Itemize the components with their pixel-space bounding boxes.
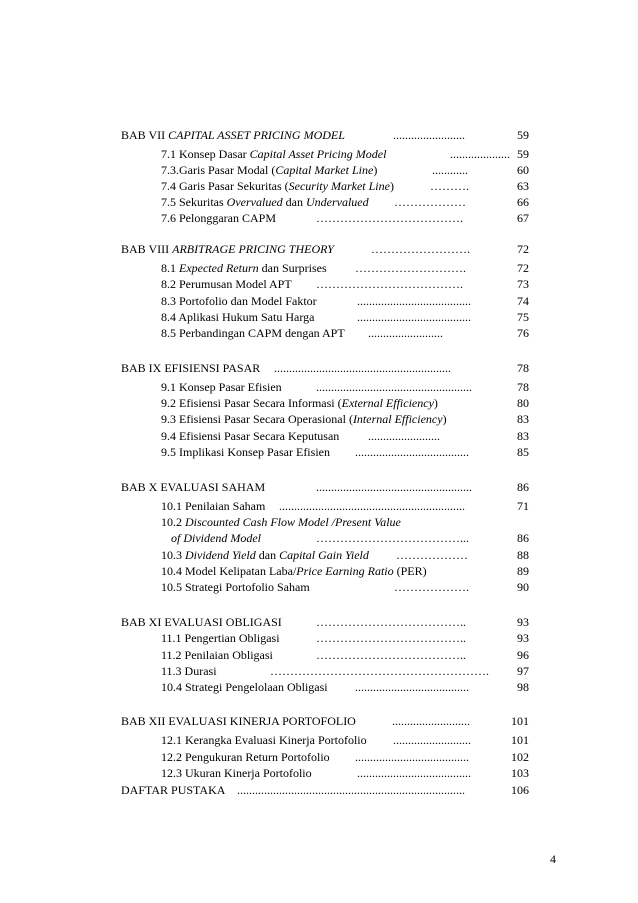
toc-title-part: 11.3 Durasi — [161, 664, 217, 678]
toc-entry — [0, 480, 638, 496]
toc-title-part: BAB XII EVALUASI KINERJA PORTOFOLIO — [121, 714, 356, 728]
toc-entry-title — [171, 531, 261, 545]
toc-title-part: BAB XI EVALUASI OBLIGASI — [121, 615, 282, 629]
toc-page-number: 66 — [517, 195, 529, 209]
toc-entry-title — [161, 564, 427, 578]
toc-entry — [0, 412, 638, 428]
toc-page-number: 101 — [511, 714, 529, 728]
toc-dot-leader: .............................................................. — [279, 499, 465, 513]
toc-entry — [0, 326, 638, 342]
toc-page-number: 78 — [517, 380, 529, 394]
toc-title-part: 12.2 Pengukuran Return Portofolio — [161, 750, 330, 764]
toc-entry — [0, 261, 638, 277]
toc-entry-title — [121, 615, 282, 629]
toc-title-part: 7.4 Garis Pasar Sekuritas ( — [161, 179, 289, 193]
toc-title-part: ) — [373, 163, 378, 177]
toc-title-part: External Efficiency — [341, 396, 434, 410]
toc-title-part: DAFTAR PUSTAKA — [121, 783, 226, 797]
toc-entry — [0, 783, 638, 799]
toc-entry — [0, 380, 638, 396]
toc-dot-leader: ………………………. — [355, 261, 466, 275]
toc-title-part: 10.5 Strategi Portofolio Saham — [161, 580, 310, 594]
toc-entry — [0, 766, 638, 782]
toc-dot-leader: ………………. — [394, 580, 469, 594]
toc-title-part: Internal Efficiency — [352, 412, 443, 426]
toc-entry — [0, 195, 638, 211]
toc-entry-title — [161, 766, 312, 780]
toc-title-part: 9.2 Efisiensi Pasar Secara Informasi ( — [161, 396, 342, 410]
toc-entry — [0, 631, 638, 647]
toc-dot-leader: ………………………………. — [316, 277, 463, 291]
toc-title-part: 8.3 Portofolio dan Model Faktor — [161, 294, 317, 308]
toc-page-number: 93 — [517, 615, 529, 629]
toc-page-number: 98 — [517, 680, 529, 694]
toc-dot-leader: ...................................... — [355, 445, 469, 459]
toc-page-number: 71 — [517, 499, 529, 513]
toc-title-part: 7.5 Sekuritas — [161, 195, 227, 209]
toc-title-part: of Dividend Model — [171, 531, 261, 545]
toc-entry — [0, 396, 638, 412]
toc-entry — [0, 294, 638, 310]
toc-entry-title — [161, 396, 438, 410]
toc-title-part: 11.2 Penilaian Obligasi — [161, 648, 273, 662]
toc-dot-leader: ……………… — [396, 548, 468, 562]
toc-title-part: 7.6 Pelonggaran CAPM — [161, 211, 276, 225]
toc-title-part: BAB X EVALUASI SAHAM — [121, 480, 266, 494]
toc-title-part: Dividend Yield — [185, 548, 256, 562]
toc-entry-title — [161, 195, 369, 209]
toc-dot-leader: ............ — [432, 163, 468, 177]
toc-page-number: 85 — [517, 445, 529, 459]
toc-entry — [0, 531, 638, 547]
toc-dot-leader: ...................................... — [355, 750, 469, 764]
toc-title-part: ) — [389, 179, 394, 193]
toc-page-number: 93 — [517, 631, 529, 645]
toc-entry-title — [161, 515, 401, 529]
toc-page-number: 89 — [517, 564, 529, 578]
toc-page-number: 59 — [517, 128, 529, 142]
toc-entry-title — [161, 412, 447, 426]
toc-title-part: 9.3 Efisiensi Pasar Secara Operasional ( — [161, 412, 353, 426]
toc-page-number: 74 — [517, 294, 529, 308]
toc-dot-leader: ……………… — [394, 195, 466, 209]
toc-entry-title — [161, 733, 367, 747]
toc-title-part: 9.4 Efisiensi Pasar Secara Keputusan — [161, 429, 340, 443]
toc-dot-leader: ……………………………….. — [316, 615, 466, 629]
toc-entry-title — [121, 480, 265, 494]
toc-title-part: 8.1 — [161, 261, 179, 275]
toc-dot-leader: .......................... — [392, 714, 470, 728]
toc-entry-title — [161, 548, 369, 562]
toc-page-number: 72 — [517, 261, 529, 275]
toc-title-part: 8.5 Perbandingan CAPM dengan APT — [161, 326, 345, 340]
toc-title-part: 12.1 Kerangka Evaluasi Kinerja Portofolio — [161, 733, 367, 747]
toc-entry-title — [161, 499, 265, 513]
toc-page-number: 106 — [511, 783, 529, 797]
page-number: 4 — [550, 852, 556, 866]
toc-entry — [0, 211, 638, 227]
toc-entry — [0, 128, 638, 144]
toc-title-part: 11.1 Pengertian Obligasi — [161, 631, 280, 645]
toc-entry-title — [161, 445, 330, 459]
toc-dot-leader: ……………………. — [371, 242, 470, 256]
toc-title-part: 10.1 Penilaian Saham — [161, 499, 266, 513]
toc-page-number: 75 — [517, 310, 529, 324]
toc-dot-leader: .................................................... — [316, 480, 472, 494]
toc-dot-leader: ........................ — [393, 128, 465, 142]
toc-page-number: 102 — [511, 750, 529, 764]
toc-dot-leader: ........................................................... — [274, 361, 451, 375]
toc-title-part: 10.3 — [161, 548, 185, 562]
toc-entry-title — [161, 294, 317, 308]
toc-dot-leader: ......................... — [368, 326, 443, 340]
toc-dot-leader: .......................... — [393, 733, 471, 747]
toc-dot-leader: ………………………………. — [316, 211, 463, 225]
toc-title-part: Undervalued — [305, 195, 369, 209]
toc-entry-title — [121, 128, 345, 142]
toc-page-number: 63 — [517, 179, 529, 193]
toc-entry — [0, 163, 638, 179]
toc-entry-title — [161, 680, 328, 694]
toc-entry-title — [161, 648, 273, 662]
toc-page-number: 76 — [517, 326, 529, 340]
toc-title-part: Capital Market Line — [275, 163, 374, 177]
toc-title-part: Capital Gain Yield — [279, 548, 369, 562]
toc-entry-title — [161, 631, 280, 645]
toc-dot-leader: ………………………………... — [316, 531, 469, 545]
toc-entry — [0, 147, 638, 163]
toc-title-part: 8.4 Aplikasi Hukum Satu Harga — [161, 310, 315, 324]
toc-entry-title — [161, 326, 345, 340]
toc-dot-leader: ………………………………………………. — [270, 664, 489, 678]
toc-title-part: Overvalued — [226, 195, 283, 209]
toc-title-part: 12.3 Ukuran Kinerja Portofolio — [161, 766, 312, 780]
toc-page-number: 73 — [517, 277, 529, 291]
toc-entry — [0, 564, 638, 580]
toc-entry — [0, 179, 638, 195]
toc-dot-leader: ...................................... — [357, 310, 471, 324]
toc-dot-leader: ...................................... — [357, 766, 471, 780]
toc-page-number: 103 — [511, 766, 529, 780]
toc-entry-title — [161, 163, 377, 177]
toc-page-number: 83 — [517, 412, 529, 426]
toc-entry-title — [161, 147, 386, 161]
toc-entry-title — [161, 310, 314, 324]
toc-entry-title — [161, 664, 217, 678]
toc-dot-leader: ...................................... — [355, 680, 469, 694]
toc-page-number: 78 — [517, 361, 529, 375]
toc-entry — [0, 680, 638, 696]
toc-dot-leader: ……………………………….. — [316, 631, 466, 645]
toc-title-part: ARBITRAGE PRICING THEORY — [172, 242, 334, 256]
toc-entry — [0, 664, 638, 680]
toc-entry — [0, 277, 638, 293]
toc-title-part: dan Surprises — [258, 261, 327, 275]
toc-entry-title — [161, 580, 310, 594]
toc-entry-title — [121, 361, 260, 375]
toc-dot-leader: ……………………………….. — [316, 648, 466, 662]
toc-title-part: BAB IX EFISIENSI PASAR — [121, 361, 261, 375]
toc-entry — [0, 648, 638, 664]
toc-entry — [0, 615, 638, 631]
toc-title-part: 10.2 — [161, 515, 185, 529]
toc-title-part: Expected Return — [179, 261, 259, 275]
toc-entry — [0, 242, 638, 258]
toc-entry — [0, 515, 638, 531]
toc-title-part: Discounted Cash Flow Model /Present Value — [185, 515, 401, 529]
toc-dot-leader: .................................................... — [316, 380, 472, 394]
toc-entry — [0, 429, 638, 445]
toc-entry-title — [121, 242, 334, 256]
toc-page-number: 80 — [517, 396, 529, 410]
toc-dot-leader: ........................ — [368, 429, 440, 443]
toc-title-part: ) — [433, 396, 438, 410]
toc-title-part: 8.2 Perumusan Model APT — [161, 277, 292, 291]
toc-dot-leader: .................... — [450, 147, 510, 161]
toc-entry-title — [121, 783, 225, 797]
toc-entry — [0, 310, 638, 326]
toc-entry-title — [161, 179, 394, 193]
toc-entry-title — [121, 714, 356, 728]
toc-title-part: BAB VII — [121, 128, 169, 142]
toc-title-part: dan — [282, 195, 306, 209]
toc-title-part: 9.1 Konsep Pasar Efisien — [161, 380, 282, 394]
toc-title-part: 10.4 Model Kelipatan Laba/ — [161, 564, 297, 578]
toc-entry-title — [161, 211, 276, 225]
toc-entry-title — [161, 261, 327, 275]
toc-page-number: 59 — [517, 147, 529, 161]
toc-dot-leader: ………. — [430, 179, 469, 193]
toc-title-part: 7.1 Konsep Dasar — [161, 147, 250, 161]
toc-dot-leader: ...................................... — [357, 294, 471, 308]
toc-entry — [0, 714, 638, 730]
toc-entry-title — [161, 277, 292, 291]
toc-title-part: dan — [255, 548, 280, 562]
toc-page-number: 101 — [511, 733, 529, 747]
toc-page-number: 67 — [517, 211, 529, 225]
toc-title-part: 7.3.Garis Pasar Modal ( — [161, 163, 276, 177]
toc-title-part: CAPITAL ASSET PRICING MODEL — [168, 128, 345, 142]
toc-entry-title — [161, 750, 330, 764]
toc-entry — [0, 750, 638, 766]
toc-page-number: 90 — [517, 580, 529, 594]
toc-entry — [0, 733, 638, 749]
toc-page-number: 96 — [517, 648, 529, 662]
toc-page-number: 86 — [517, 531, 529, 545]
toc-entry — [0, 580, 638, 596]
toc-page-number: 83 — [517, 429, 529, 443]
toc-page-number: 72 — [517, 242, 529, 256]
toc-title-part: 9.5 Implikasi Konsep Pasar Efisien — [161, 445, 330, 459]
toc-entry — [0, 548, 638, 564]
toc-title-part: (PER) — [393, 564, 427, 578]
toc-entry — [0, 445, 638, 461]
toc-title-part: BAB VIII — [121, 242, 173, 256]
toc-dot-leader: ............................................................................ — [237, 783, 465, 797]
toc-title-part: Security Market Line — [288, 179, 390, 193]
toc-title-part: 10.4 Strategi Pengelolaan Obligasi — [161, 680, 328, 694]
toc-entry — [0, 499, 638, 515]
toc-title-part: Price Earning Ratio — [296, 564, 394, 578]
toc-page-number: 97 — [517, 664, 529, 678]
toc-page-number: 86 — [517, 480, 529, 494]
toc-title-part: Capital Asset Pricing Model — [249, 147, 387, 161]
toc-entry — [0, 361, 638, 377]
toc-page-number: 60 — [517, 163, 529, 177]
toc-entry-title — [161, 429, 339, 443]
toc-title-part: ) — [442, 412, 447, 426]
toc-entry-title — [161, 380, 282, 394]
toc-page-number: 88 — [517, 548, 529, 562]
